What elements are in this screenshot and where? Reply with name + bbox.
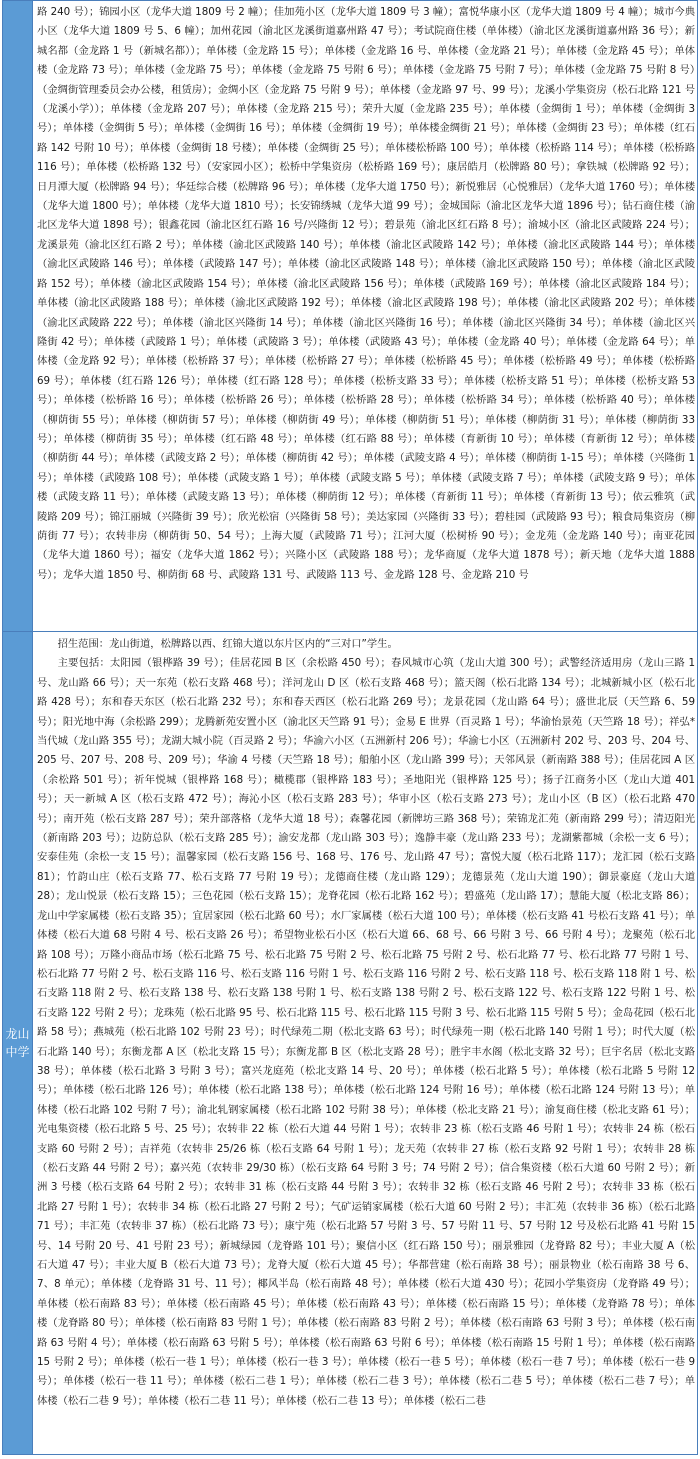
enrollment-table xyxy=(2,0,698,1455)
enrollment-area-cell xyxy=(37,635,695,1457)
area-list-paragraph: 主要包括：太阳园（银桦路 39 号）；佳居花园 B 区（余松路 450 号）；春风城市心筑（龙山大道 300 号）；武警经济适用房（龙山三路 1 号、龙山路 66 号）；天一东苑（松石支路 468 号）；洋河龙山 D 区（松石支路 468 号）；篮天阁（松石北路 134 号）；北城新城小区（松石北路 428 号）；东和春天东区（松石北路 232 号）；东和春天西区（松石北路 269 号）；龙景花园（龙山路 64 号）；盛世北辰（天竺路 6、59 号）；阳光地中海（余松路 299）；龙腾新苑安置小区（渝北区天竺路 91 号）；金易 E 世界（百灵路 1 号）；华渝怡景苑（天竺路 18 号）；祥弘*当代城（龙山路 355 号）；龙湖大城小院（百灵路 2 号）；华渝六小区（五洲新村 206 号）；华渝七小区（五洲新村 202 号、203 号、204 号、205 号、207 号、208 号、209 号）；华渝 4 号楼（天竺路 18 号）；船舶小区（龙山路 399 号）；天邻风景（新南路 388 号）；佳居花园 A 区（余松路 501 号）；祈年悦城（银桦路 168 号）；橄榄郡（银桦路 183 号）；圣地阳光（银桦路 125 号）；扬子江商务小区（龙山大道 401 号）；天一新城 A 区（松石支路 472 号）；海沁小区（松石支路 283 号）；华审小区（松石支路 273 号）；龙山小区（B 区）（松石北路 470 号）；南开苑（松石支路 287 号）；荣升部落格（龙华大道 18 号）；森馨花园（新牌坊三路 368 号）；荣锦龙汇苑（新南路 299 号）；清迈阳光（新南路 203 号）；边防总队（松石支路 285 号）；渝安龙都（龙山路 303 号）；逸静丰豪（龙山路 233 号）；龙湖紫都城（余松一支 6 号）；安泰佳苑（余松一支 15 号）；温馨家园（松石支路 156 号、168 号、176 号、龙山路 47 号）；富悦大厦（松石北路 117）；龙汇园（松石支路 81）；竹韵山庄（松石支路 77、松石支路 77 号附 19 号）；龙德商住楼（龙山路 129）；龙德景苑（龙山大道 190）；御景豪庭（龙山大道 28）；龙山悦景（松石支路 15）；三色花园（松石支路 15）；龙脊花园（松石北路 162 号）；碧盛苑（龙山路 17）；慧能大厦（松北支路 86）；龙山中学家属楼（松石支路 35）；宜居家园（松石北路 60 号）；水厂家属楼（松石大道 100 号）；单体楼（松石支路 41 号松石支路 41 号）；单体楼（松石大道 68 号附 4 号、松石支路 26 号）；希望物业松石小区（松石大道 66、68 号、66 号附 3 号、66 号附 4 号）；龙聚苑（松石北路 108 号）；万隆小商品市场（松石北路 75 号、松石北路 75 号附 2 号、松石北路 75 号附 2 号、松石北路 77 号、松石北路 77 号附 1 号、松石北路 77 号附 2 号、松石支路 116 号、松石支路 116 号附 1 号、松石支路 116 号附 2 号、松石支路 118 号、松石支路 118 附 1 号、松石支路 118 附 2 号、松石支路 138 号、松石支路 138 号附 1 号、松石支路 138 号附 2 号、松石支路 122 号、松石支路 122 号附 1 号、松石支路 122 号附 2 号）；龙珠苑（松石北路 95 号、松石北路 115 号、松石北路 115 号附 3 号、松石北路 115 号附 5 号）；金岛花园（松石北路 58 号）；燕城苑（松石北路 102 号附 23 号）；时代绿苑二期（松北支路 63 号）；时代绿苑一期（松石北路 140 号附 1 号）；时代大厦（松石北路 140 号）；东衡龙都 A 区（松北支路 15 号）；东衡龙都 B 区（松北支路 28 号）；胜宇丰水阁（松北支路 32 号）；巨宇名居（松北支路 38 号）；单体楼（松石北路 3 号附 3 号）；富兴龙庭苑（松北支路 14 号、20 号）；单体楼（松石北路 5 号）；单体楼（松石北路 5 号附 12 号）；单体楼（松石北路 126 号）；单体楼（松石北路 138 号）；单体楼（松石北路 124 号附 16 号）；单体楼（松石北路 124 号附 13 号）；单体楼（松石北路 102 号附 7 号）；渝北轧钢家属楼（松石北路 102 号附 38 号）；单体楼（松北支路 21 号）；渝复商住楼（松北支路 61 号）；光电集资楼（松石北路 5 号、25 号）；农转非 22 栋（松石大道 44 号附 1 号）；农转非 23 栋（松石支路 46 号附 1 号）；农转非 24 栋（松石支路 60 号附 2 号）；吉祥苑（农转非 25/26 栋（松石支路 64 号附 1 号）；龙天苑（农转非 27 栋（松石支路 92 号附 1 号）；农转非 28 栋（松石支路 44 号附 2 号）；嘉兴苑（农转非 29/30 栋）（松石支路 64 号附 3 号；74 号附 2 号）；信合集资楼（松石大道 60 号附 2 号）；新洲 3 号楼（松石支路 64 号附 2 号）；农转非 31 栋（松石支路 44 号附 3 号）；农转非 32 栋（松石支路 46 号附 2 号）；农转非 33 栋（松石北路 27 号附 1 号）；农转非 34 栋（松石北路 27 号附 2 号）；气矿运销家属楼（松石大道 60 号附 2 号）；丰汇苑（农转非 36 栋）（松石北路 71 号）；丰汇苑（农转非 37 栋）（松石北路 73 号）；康宁苑（松石北路 57 号附 3 号、57 号附 11 号、57 号附 12 号及松石北路 41 号附 15 号、14 号附 20 号、41 号附 23 号）；新城绿园（龙脊路 101 号）；聚信小区（红石路 150 号）；丽景雅园（龙脊路 82 号）；丰业大厦 A（松石大道 47 号）；丰业大厦 B（松石大道 73 号）；龙脊大厦（松石大道 45 号）；华都营建（松石南路 38 号）；丽景物业（松石南路 38 号 6、7、8 单元）；单体楼（龙脊路 31 号、11 号）；椰风半岛（松石南路 48 号）；单体楼（松石大道 430 号）；花园小学集资房（龙脊路 49 号）；单体楼（松石南路 83 号）；单体楼（松石南路 45 号）；单体楼（松石南路 43 号）；单体楼（松石南路 15 号）；单体楼（龙脊路 78 号）；单体楼（龙脊路 80 号）；单体楼（松石南路 83 号附 1 号）；单体楼（松石南路 83 号附 2 号）；单体楼（松石南路 63 号附 3 号）；单体楼（松石南路 63 号附 4 号）；单体楼（松石南路 63 号附 5 号）；单体楼（松石南路 63 号附 6 号）；单体楼（松石南路 15 号附 1 号）；单体楼（松石南路 15 号附 2 号）；单体楼（松石一巷 1 号）；单体楼（松石一巷 3 号）；单体楼（松石一巷 5 号）；单体楼（松石一巷 7 号）；单体楼（松石一巷 9 号）；单体楼（松石一巷 11 号）；单体楼（松石二巷 1 号）；单体楼（松石二巷 3 号）；单体楼（松石二巷 5 号）；单体楼（松石二巷 7 号）；单体楼（松石二巷 9 号）；单体楼（松石二巷 11 号）；单体楼（松石二巷 13 号）；单体楼（松石二巷 xyxy=(37,657,695,1407)
area-list-paragraph: 路 240 号）；锦园小区（龙华大道 1809 号 2 幢）；佳加苑小区（龙华大道 1809 号 3 幢）；富悦华康小区（龙华大道 1809 号 4 幢）；城市今典小区（龙华大道 1809 号 5、6 幢）；加州花园（渝北区龙溪街道嘉州路 47 号）；考试院商住楼（单体楼）（渝北区龙溪街道嘉州路 36 号）；新城名都（金龙路 1 号（新城名都））；单体楼（金龙路 15 号）；单体楼（金龙路 16 号、单体楼（金龙路 21 号）；单体楼（金龙路 45 号）；单体楼（金龙路 73 号）；单体楼（金龙路 75 号）；单体楼（金龙路 75 号附 6 号）；单体楼（金龙路 75 号附 7 号）；单体楼（金龙路 75 号附 8 号）（金绸街管理委员会办公楼，租赁房）；金绸小区（金龙路 75 号附 9 号）；单体楼（金龙路 97 号、99 号）；龙溪小学集资房（松石北路 121 号（龙溪小学））；单体楼（金龙路 207 号）；单体楼（金龙路 215 号）；荣升大厦（金龙路 235 号）；单体楼（金绸街 1 号）；单体楼（金绸街 3 号）；单体楼（金绸街 5 号）；单体楼（金绸街 16 号）；单体楼（金绸街 19 号）；单体楼金绸街 21 号）；单体楼（金绸街 23 号）；单体楼（红石路 142 号附 10 号）；单体楼（金绸街 18 号楼）；单体楼（金绸街 25 号）；单体楼松桥路 100 号）；单体楼（松桥路 114 号）；单体楼（松桥路 116 号）；单体楼（松桥路 132 号）（安家园小区）；松桥中学集资房（松桥路 169 号）；康居皓月（松牌路 80 号）；拿铁城（松牌路 92 号）；日月潭大厦（松牌路 94 号）；华廷综合楼（松牌路 96 号）；单体楼（龙华大道 1750 号）；新悦雅居（心悦雅居）（龙华大道 1760 号）；单体楼（龙华大道 1800 号）；单体楼（龙华大道 1810 号）；长安锦绣城（龙华大道 99 号）；金城国际（渝北区龙华大道 1896 号）；钻石商住楼（渝北区龙华大道 1898 号）；银鑫花园（渝北区红石路 16 号/兴隆街 12 号）；碧景苑（渝北区红石路 8 号）；渝城小区（渝北区武陵路 224 号）；龙溪景苑（渝北区红石路 2 号）；单体楼（渝北区武陵路 140 号）；单体楼（渝北区武陵路 142 号）；单体楼（渝北区武陵路 144 号）；单体楼（渝北区武陵路 146 号）；单体楼（武陵路 147 号）；单体楼（渝北区武陵路 148 号）；单体楼（渝北区武陵路 150 号）；单体楼（渝北区武陵路 152 号）；单体楼（渝北区武陵路 154 号）；单体楼（渝北区武陵路 156 号）；单体楼（武陵路 169 号）；单体楼（渝北区武陵路 184 号）；单体楼（渝北区武陵路 188 号）；单体楼（渝北区武陵路 192 号）；单体楼（渝北区武陵路 198 号）；单体楼（渝北区武陵路 202 号）；单体楼（渝北区武陵路 222 号）；单体楼（渝北区兴隆街 14 号）；单体楼（渝北区兴隆街 16 号）；单体楼（渝北区兴隆街 34 号）；单体楼（渝北区兴隆街 42 号）；单体楼（武陵路 1 号）；单体楼（武陵路 3 号）；单体楼（武陵路 43 号）；单体楼（金龙路 40 号）；单体楼（金龙路 64 号）；单体楼（金龙路 92 号）；单体楼（松桥路 37 号）；单体楼（松桥路 27 号）；单体楼（松桥路 45 号）；单体楼（松桥路 49 号）；单体楼（松桥路 69 号）；单体楼（红石路 126 号）；单体楼（红石路 128 号）；单体楼（松桥支路 33 号）；单体楼（松桥支路 51 号）；单体楼（松桥支路 53 号）；单体楼（松桥路 16 号）；单体楼（松桥路 26 号）；单体楼（松桥路 28 号）；单体楼（松桥路 34 号）；单体楼（松桥路 40 号）；单体楼（柳荫街 55 号）；单体楼（柳荫街 57 号）；单体楼（柳荫街 49 号）；单体楼（柳荫街 51 号）；单体楼（柳荫街 31 号）；单体楼（柳荫街 33 号）；单体楼（柳荫街 35 号）；单体楼（红石路 48 号）；单体楼（红石路 88 号）；单体楼（育新街 10 号）；单体楼（育新街 12 号）；单体楼（柳荫街 44 号）；单体楼（武陵支路 2 号）；单体楼（柳荫街 42 号）；单体楼（武陵支路 4 号）；单体楼（柳荫街 1-15 号）；单体楼（兴隆街 1 号）；单体楼（武陵路 108 号）；单体楼（武陵支路 1 号）；单体楼（武陵支路 5 号）；单体楼（武陵支路 7 号）；单体楼（武陵支路 9 号）；单体楼（武陵支路 11 号）；单体楼（武陵支路 13 号）；单体楼（柳荫街 12 号）；单体楼（育新街 11 号）；单体楼（育新街 13 号）；依云雅筑（武陵路 209 号）；锦江丽城（兴隆街 39 号）；欣光松宿（兴隆街 58 号）；美达家园（兴隆街 33 号）；碧桂园（武陵路 93 号）；粮食局集资房（柳荫街 77 号）；农转非房（柳荫街 50、54 号）；上海大厦（武陵路 71 号）；江河大厦（松树桥 90 号）；金龙苑（金龙路 140 号）；南亚花园（龙华大道 1860 号）；福安（龙华大道 1862 号）；兴隆小区（武陵路 188 号）；龙华商厦（龙华大道 1878 号）；新天地（龙华大道 1888 号）；龙华大道 1850 号、柳荫街 68 号、武陵路 131 号、武陵路 113 号、金龙路 128 号、金龙路 210 号 xyxy=(37,6,695,581)
table-row xyxy=(3,632,697,1454)
school-name: 龙山中学 xyxy=(5,1027,30,1059)
enrollment-area-cell xyxy=(37,3,695,633)
table-row xyxy=(3,1,697,632)
school-name-cell xyxy=(3,1,33,631)
school-name-cell xyxy=(3,632,33,1454)
enrollment-scope-paragraph: 招生范围：龙山街道，松牌路以西、红锦大道以东片区内的“三对口”学生。 xyxy=(57,638,398,650)
